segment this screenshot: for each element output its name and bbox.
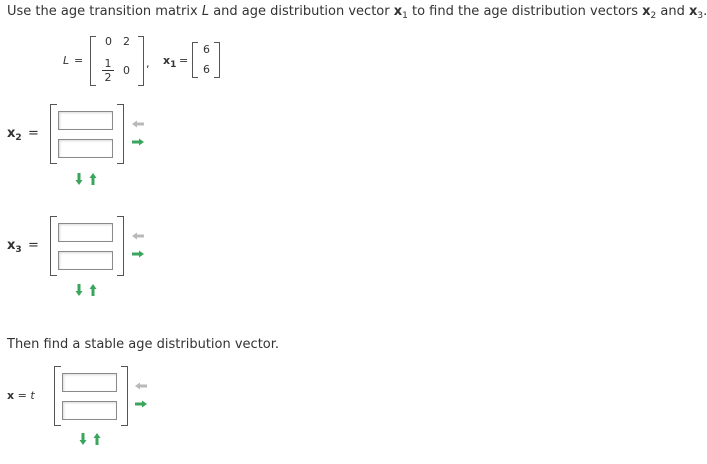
question-part: Use the age transition matrix	[7, 4, 202, 19]
x-symbol: x	[642, 4, 651, 19]
stable-vector-prompt: Then find a stable age distribution vector.	[7, 337, 280, 352]
right-bracket	[121, 366, 128, 426]
comma: ,	[146, 57, 150, 70]
subscript: 1	[170, 60, 177, 70]
question-part: and age distribution vector	[209, 4, 394, 19]
matrix-L-label: L	[63, 54, 70, 67]
arrow-down-icon[interactable]	[75, 172, 83, 186]
arrow-right-icon[interactable]	[131, 138, 145, 146]
left-bracket	[50, 104, 57, 164]
equals-sign: =	[74, 54, 84, 67]
matrix-cell: 0	[105, 35, 112, 48]
fraction-one-half	[102, 58, 114, 83]
vector-cell: 6	[203, 43, 210, 56]
left-bracket	[90, 36, 96, 86]
x3-entry-2[interactable]	[58, 251, 113, 270]
question-part: .	[703, 4, 707, 19]
question-part: and	[656, 4, 690, 19]
arrow-left-icon[interactable]	[131, 232, 145, 240]
arrow-up-icon[interactable]	[89, 172, 97, 186]
arrow-left-icon[interactable]	[131, 120, 145, 128]
subscript: 1	[402, 11, 408, 21]
L-symbol: L	[201, 4, 210, 19]
equals-sign: =	[179, 54, 189, 67]
arrow-down-icon[interactable]	[79, 432, 87, 446]
x-symbol: x	[7, 389, 15, 402]
x-symbol: x	[393, 4, 403, 19]
matrix-cell: 0	[123, 64, 130, 77]
fraction-numerator: 1	[104, 57, 112, 70]
x-symbol: x	[7, 238, 16, 253]
x3-entry-1[interactable]	[58, 223, 113, 242]
right-bracket	[138, 36, 144, 86]
left-bracket	[50, 216, 57, 276]
x2-entry-1[interactable]	[58, 111, 113, 130]
x-symbol: x	[689, 4, 698, 19]
x-symbol: x	[7, 126, 16, 141]
t-symbol: t	[30, 389, 35, 402]
equals-sign: =	[28, 126, 39, 141]
arrow-left-icon[interactable]	[134, 382, 148, 390]
x-symbol: x	[163, 54, 171, 67]
right-bracket	[117, 216, 124, 276]
vector-cell: 6	[203, 63, 210, 76]
arrow-up-icon[interactable]	[93, 432, 101, 446]
x2-label	[7, 126, 22, 142]
question-text	[7, 4, 707, 20]
left-bracket	[54, 366, 61, 426]
arrow-up-icon[interactable]	[89, 283, 97, 297]
arrow-down-icon[interactable]	[75, 283, 83, 297]
right-bracket	[214, 42, 220, 78]
equals-sign: =	[28, 238, 39, 253]
x2-entry-2[interactable]	[58, 139, 113, 158]
x-entry-2[interactable]	[62, 401, 117, 420]
x-t-label	[7, 390, 35, 402]
vector-x1-label	[163, 54, 177, 70]
left-bracket	[192, 42, 198, 78]
subscript: 3	[15, 245, 22, 255]
fraction-denominator: 2	[104, 71, 112, 84]
question-part: to find the age distribution vectors	[407, 4, 643, 19]
x-entry-1[interactable]	[62, 373, 117, 392]
arrow-right-icon[interactable]	[134, 400, 148, 408]
x3-label	[7, 238, 22, 254]
matrix-cell: 2	[123, 35, 130, 48]
subscript: 2	[650, 11, 657, 21]
subscript: 3	[697, 11, 704, 21]
subscript: 2	[15, 133, 22, 143]
equals-sign: =	[17, 389, 27, 402]
right-bracket	[117, 104, 124, 164]
arrow-right-icon[interactable]	[131, 250, 145, 258]
